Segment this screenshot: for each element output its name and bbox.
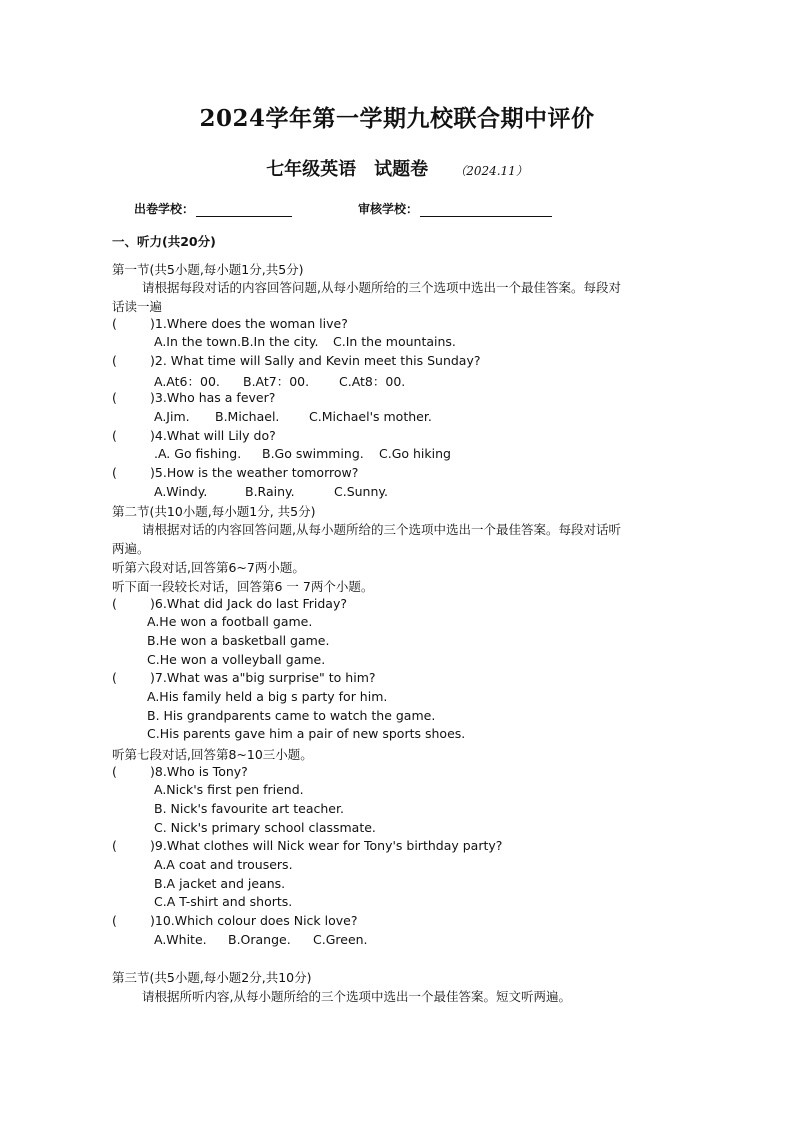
question-9: ( )9.What clothes will Nick wear for Tony's birthday party? bbox=[112, 838, 503, 853]
setter-school bbox=[134, 200, 292, 217]
reviewer-label: 审核学校： bbox=[358, 202, 419, 216]
question-9-option-a: A.A coat and trousers. bbox=[154, 857, 293, 872]
exam-subtitle bbox=[0, 155, 794, 181]
question-7-option-b: B. His grandparents came to watch the game. bbox=[147, 708, 436, 723]
question-2-options: A.At6：00. B.At7：00. C.At8：00. bbox=[154, 374, 406, 389]
answer-blank[interactable]: ( bbox=[112, 390, 117, 405]
question-8: ( )8.Who is Tony? bbox=[112, 764, 248, 779]
setter-label: 出卷学校： bbox=[134, 202, 195, 216]
part3-instruction: 请根据所听内容,从每小题所给的三个选项中选出一个最佳答案。短文听两遍。 bbox=[142, 989, 571, 1004]
question-9-option-b: B.A jacket and jeans. bbox=[154, 876, 286, 891]
question-6-option-a: A.He won a football game. bbox=[147, 614, 313, 629]
question-5-options: A.Windy. B.Rainy. C.Sunny. bbox=[154, 484, 388, 499]
question-7-option-c: C.His parents gave him a pair of new sports shoes. bbox=[147, 726, 466, 741]
answer-blank[interactable]: ( bbox=[112, 428, 117, 443]
question-6-option-b: B.He won a basketball game. bbox=[147, 633, 330, 648]
reviewer-blank[interactable] bbox=[420, 203, 552, 217]
answer-blank[interactable]: ( bbox=[112, 465, 117, 480]
question-6-option-c: C.He won a volleyball game. bbox=[147, 652, 326, 667]
dialog7-note: 听第七段对话,回答第8~10三小题。 bbox=[112, 747, 313, 762]
question-8-option-b: B. Nick's favourite art teacher. bbox=[154, 801, 344, 816]
question-2: ( )2. What time will Sally and Kevin meet this Sunday? bbox=[112, 353, 481, 368]
setter-blank[interactable] bbox=[196, 203, 292, 217]
part3-heading: 第三节(共5小题,每小题2分,共10分) bbox=[112, 970, 312, 985]
answer-blank[interactable]: ( bbox=[112, 670, 117, 685]
question-8-option-a: A.Nick's first pen friend. bbox=[154, 782, 304, 797]
question-4: ( )4.What will Lily do? bbox=[112, 428, 276, 443]
question-9-option-c: C.A T-shirt and shorts. bbox=[154, 894, 293, 909]
dialog6-note: 听第六段对话,回答第6~7两小题。 bbox=[112, 560, 305, 575]
part1-instruction-cont: 话读一遍 bbox=[112, 299, 163, 314]
answer-blank[interactable]: ( bbox=[112, 353, 117, 368]
question-6: ( )6.What did Jack do last Friday? bbox=[112, 596, 347, 611]
part1-instruction: 请根据每段对话的内容回答问题,从每小题所给的三个选项中选出一个最佳答案。每段对 bbox=[142, 280, 621, 295]
question-8-option-c: C. Nick's primary school classmate. bbox=[154, 820, 376, 835]
answer-blank[interactable]: ( bbox=[112, 316, 117, 331]
answer-blank[interactable]: ( bbox=[112, 838, 117, 853]
part2-heading: 第二节(共10小题,每小题1分, 共5分) bbox=[112, 504, 316, 519]
reviewer-school bbox=[358, 200, 552, 217]
part2-instruction: 请根据对话的内容回答问题,从每小题所给的三个选项中选出一个最佳答案。每段对话听 bbox=[142, 522, 621, 537]
question-5: ( )5.How is the weather tomorrow? bbox=[112, 465, 359, 480]
part2-instruction-cont: 两遍。 bbox=[112, 541, 150, 556]
answer-blank[interactable]: ( bbox=[112, 596, 117, 611]
answer-blank[interactable]: ( bbox=[112, 913, 117, 928]
exam-date: （2024.11） bbox=[454, 164, 528, 178]
question-7: ( )7.What was a"big surprise" to him? bbox=[112, 670, 376, 685]
question-7-option-a: A.His family held a big s party for him. bbox=[147, 689, 388, 704]
long-dialog-note: 听下面一段较长对话，回答第6 一 7两个小题。 bbox=[112, 579, 374, 594]
question-3-options: A.Jim. B.Michael. C.Michael's mother. bbox=[154, 409, 432, 424]
subject-label: 七年级英语 试题卷 bbox=[266, 159, 429, 180]
question-10-options: A.White. B.Orange. C.Green. bbox=[154, 932, 368, 947]
question-4-options: .A. Go fishing. B.Go swimming. C.Go hiking bbox=[154, 446, 451, 461]
answer-blank[interactable]: ( bbox=[112, 764, 117, 779]
question-10: ( )10.Which colour does Nick love? bbox=[112, 913, 358, 928]
question-3: ( )3.Who has a fever? bbox=[112, 390, 276, 405]
question-1-options: A.In the town.B.In the city. C.In the mountains. bbox=[154, 334, 456, 349]
question-1: ( )1.Where does the woman live? bbox=[112, 316, 348, 331]
section-heading: 一、听力(共20分) bbox=[112, 234, 216, 249]
part1-heading: 第一节(共5小题,每小题1分,共5分) bbox=[112, 262, 304, 277]
exam-title: 2024学年第一学期九校联合期中评价 bbox=[199, 105, 595, 132]
